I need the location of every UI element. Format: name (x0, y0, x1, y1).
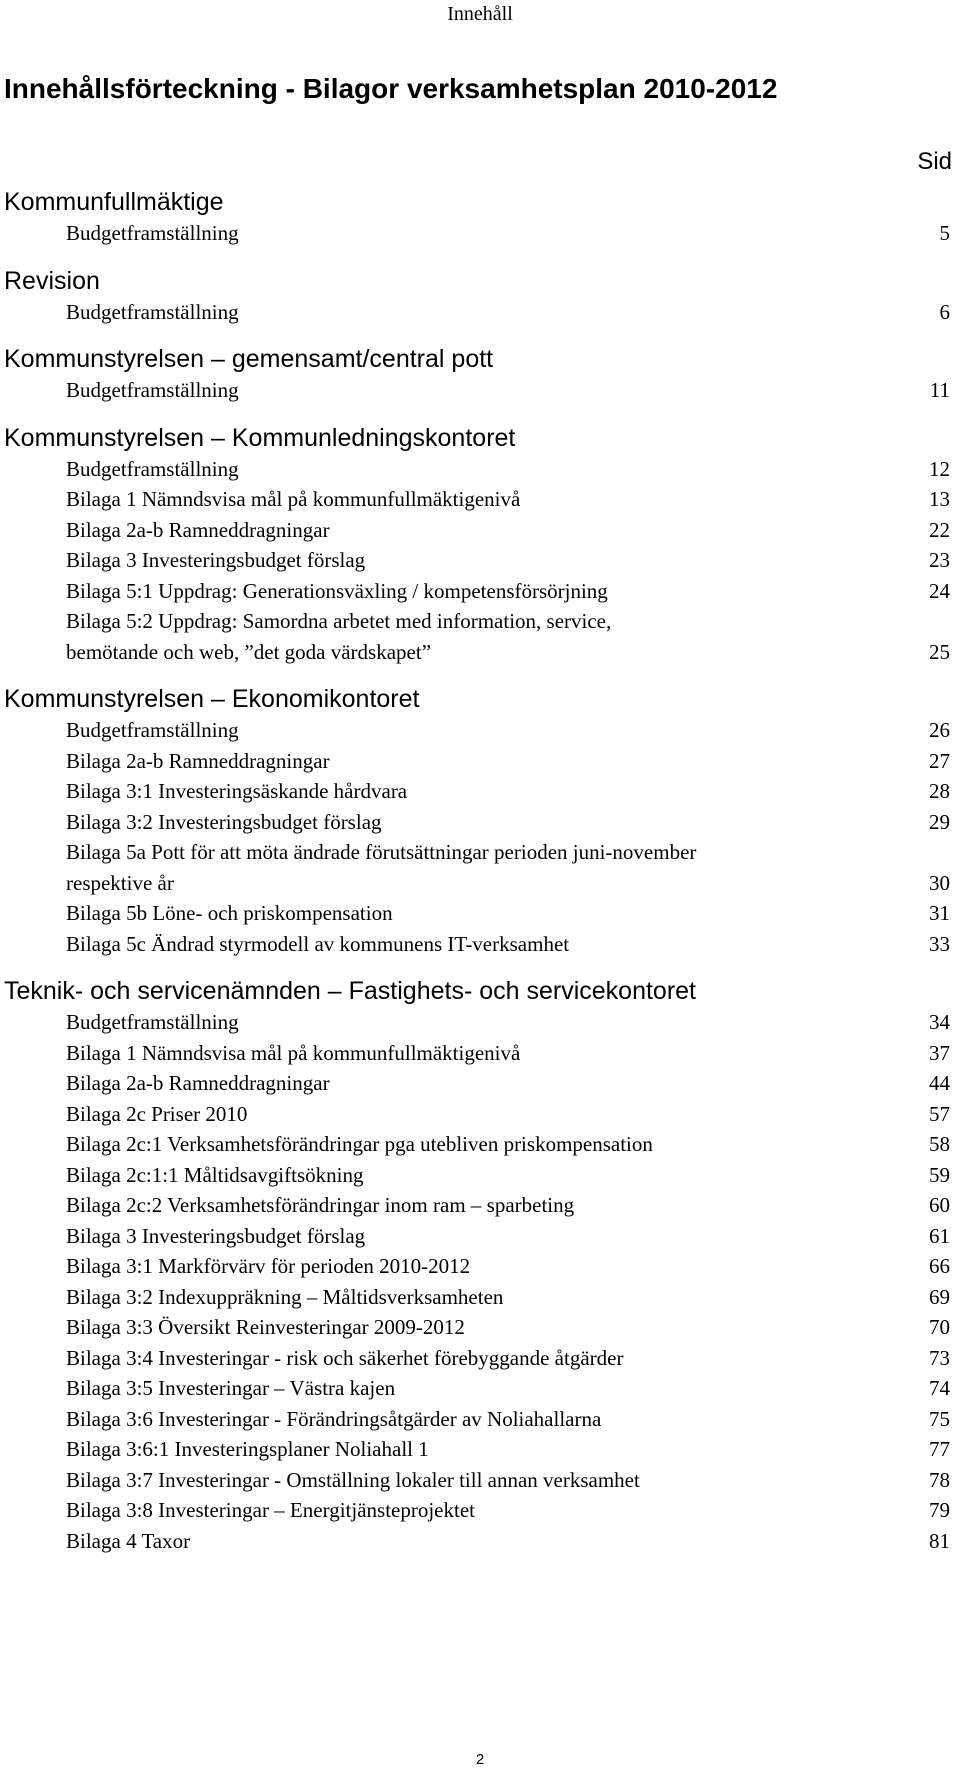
entry-text: Bilaga 3:8 Investeringar – Energitjänsteprojektet (66, 1498, 475, 1522)
entry-page-number: 30 (929, 870, 950, 895)
entry-text: Bilaga 3:3 Översikt Reinvesteringar 2009-2012 (66, 1315, 465, 1339)
table-of-contents (4, 187, 950, 1573)
toc-entry (4, 576, 950, 607)
entry-page-number: 79 (929, 1498, 950, 1522)
entry-text: Budgetframställning (66, 299, 239, 324)
toc-entry (4, 1160, 950, 1191)
entry-page-number: 37 (929, 1040, 950, 1065)
toc-entry (4, 1282, 950, 1313)
toc-entry (4, 1312, 950, 1343)
entry-text: Bilaga 5b Löne- och priskompensation (66, 901, 393, 925)
toc-entry (4, 1099, 950, 1130)
entry-text: Bilaga 3:2 Investeringsbudget förslag (66, 809, 382, 834)
toc-entry (4, 1404, 950, 1435)
entry-page-number: 34 (929, 1010, 950, 1034)
entry-page-number: 66 (929, 1254, 950, 1278)
entry-text: Bilaga 1 Nämndsvisa mål på kommunfullmäktigenivå (66, 1040, 521, 1065)
entry-text: Bilaga 5a Pott för att möta ändrade förutsättningar perioden juni-november (66, 840, 697, 864)
entry-text: Bilaga 2c Priser 2010 (66, 1101, 248, 1126)
entry-page-number: 69 (929, 1284, 950, 1309)
toc-entry (4, 1373, 950, 1404)
section-title: Revision (4, 266, 100, 295)
entry-text: Bilaga 1 Nämndsvisa mål på kommunfullmäktigenivå (66, 487, 521, 511)
toc-entry (4, 837, 950, 898)
entry-page-number: 31 (929, 901, 950, 925)
entry-page-number: 22 (929, 517, 950, 542)
toc-entry (4, 1221, 950, 1252)
toc-entry (4, 1465, 950, 1496)
entry-text: Bilaga 2c:2 Verksamhetsförändringar inom ram – sparbeting (66, 1193, 575, 1217)
toc-entry (4, 297, 950, 328)
entry-page-number: 57 (929, 1101, 950, 1126)
entry-page-number: 75 (929, 1406, 950, 1431)
toc-entry (4, 1190, 950, 1221)
entry-text: Bilaga 3:1 Investeringsäskande hårdvara (66, 779, 408, 803)
toc-section (4, 423, 950, 668)
entry-text: Bilaga 3 Investeringsbudget förslag (66, 1223, 366, 1248)
entry-page-number: 60 (929, 1193, 950, 1217)
page-header: Innehåll (447, 3, 513, 25)
entry-page-number: 33 (929, 931, 950, 956)
toc-entry (4, 606, 950, 667)
entry-text: Bilaga 4 Taxor (66, 1528, 191, 1553)
entry-text: Budgetframställning (66, 378, 239, 402)
toc-entry (4, 1434, 950, 1465)
entry-page-number: 27 (929, 748, 950, 773)
entry-text: bemötande och web, ”det goda värdskapet” (66, 639, 432, 664)
document-title: Innehållsförteckning - Bilagor verksamhetsplan 2010-2012 (4, 73, 778, 104)
entry-page-number: 44 (929, 1071, 950, 1095)
entry-text: Bilaga 3:6 Investeringar - Förändringsåtgärder av Noliahallarna (66, 1406, 602, 1431)
toc-entry (4, 1038, 950, 1069)
section-title: Kommunstyrelsen – Kommunledningskontoret (4, 423, 516, 452)
entry-text: respektive år (66, 870, 174, 895)
entry-text: Bilaga 5:1 Uppdrag: Generationsväxling / kompetensförsörjning (66, 578, 608, 603)
toc-entry (4, 484, 950, 515)
entry-text: Bilaga 3:1 Markförvärv för perioden 2010-2012 (66, 1254, 471, 1278)
entry-text: Bilaga 2a-b Ramneddragningar (66, 748, 330, 773)
entry-page-number: 5 (939, 221, 950, 245)
entry-page-number: 28 (929, 779, 950, 803)
entry-page-number: 25 (929, 639, 950, 664)
entry-text: Bilaga 2a-b Ramneddragningar (66, 1071, 330, 1095)
toc-entry (4, 454, 950, 485)
entry-page-number: 11 (929, 378, 950, 402)
entry-page-number: 70 (929, 1315, 950, 1339)
toc-entry (4, 1495, 950, 1526)
entry-text: Bilaga 3:6:1 Investeringsplaner Noliahall 1 (66, 1437, 429, 1461)
entry-page-number: 58 (929, 1132, 950, 1156)
toc-section (4, 684, 950, 959)
entry-page-number: 6 (939, 299, 950, 324)
toc-section (4, 344, 950, 406)
entry-text: Budgetframställning (66, 718, 239, 742)
toc-entry (4, 1343, 950, 1374)
toc-entry (4, 776, 950, 807)
entry-page-number: 12 (929, 456, 950, 481)
entry-text: Bilaga 3:7 Investeringar - Omställning lokaler till annan verksamhet (66, 1467, 640, 1492)
entry-text: Bilaga 2a-b Ramneddragningar (66, 517, 330, 542)
entry-text: Budgetframställning (66, 221, 239, 245)
entry-page-number: 74 (929, 1376, 950, 1400)
entry-text: Bilaga 2c:1 Verksamhetsförändringar pga utebliven priskompensation (66, 1132, 653, 1156)
entry-page-number: 23 (929, 548, 950, 572)
entry-page-number: 61 (929, 1223, 950, 1248)
toc-entry (4, 807, 950, 838)
toc-section (4, 976, 950, 1556)
entry-text: Budgetframställning (66, 1010, 239, 1034)
entry-page-number: 77 (929, 1437, 950, 1461)
entry-page-number: 73 (929, 1345, 950, 1370)
entry-text: Bilaga 3:4 Investeringar - risk och säkerhet förebyggande åtgärder (66, 1345, 624, 1370)
toc-entry (4, 1251, 950, 1282)
toc-entry (4, 515, 950, 546)
toc-entry (4, 1068, 950, 1099)
entry-page-number: 29 (929, 809, 950, 834)
toc-entry (4, 898, 950, 929)
entry-text: Bilaga 5c Ändrad styrmodell av kommunens IT-verksamhet (66, 931, 570, 956)
entry-page-number: 26 (929, 718, 950, 742)
toc-entry (4, 1007, 950, 1038)
entry-text: Bilaga 5:2 Uppdrag: Samordna arbetet med information, service, (66, 609, 612, 633)
entry-page-number: 59 (929, 1162, 950, 1187)
entry-text: Bilaga 2c:1:1 Måltidsavgiftsökning (66, 1162, 364, 1187)
toc-entry (4, 1129, 950, 1160)
toc-entry (4, 375, 950, 406)
toc-entry (4, 218, 950, 249)
toc-section (4, 266, 950, 328)
toc-entry (4, 929, 950, 960)
page-number: 2 (475, 1751, 485, 1768)
entry-text: Bilaga 3 Investeringsbudget förslag (66, 548, 366, 572)
section-title: Kommunstyrelsen – Ekonomikontoret (4, 685, 420, 713)
entry-text: Bilaga 3:5 Investeringar – Västra kajen (66, 1376, 396, 1400)
entry-page-number: 24 (929, 578, 950, 603)
entry-page-number: 81 (929, 1528, 950, 1553)
section-title: Kommunfullmäktige (4, 188, 224, 216)
toc-entry (4, 715, 950, 746)
toc-entry (4, 1526, 950, 1557)
entry-page-number: 78 (929, 1467, 950, 1492)
entry-text: Budgetframställning (66, 456, 239, 481)
toc-entry (4, 545, 950, 576)
toc-section (4, 187, 950, 249)
entry-page-number: 13 (929, 487, 950, 511)
entry-text: Bilaga 3:2 Indexuppräkning – Måltidsverksamheten (66, 1284, 504, 1309)
page-column-label: Sid (917, 148, 952, 175)
section-title: Teknik- och servicenämnden – Fastighets- och servicekontoret (4, 977, 696, 1005)
toc-entry (4, 746, 950, 777)
section-title: Kommunstyrelsen – gemensamt/central pott (4, 345, 494, 373)
